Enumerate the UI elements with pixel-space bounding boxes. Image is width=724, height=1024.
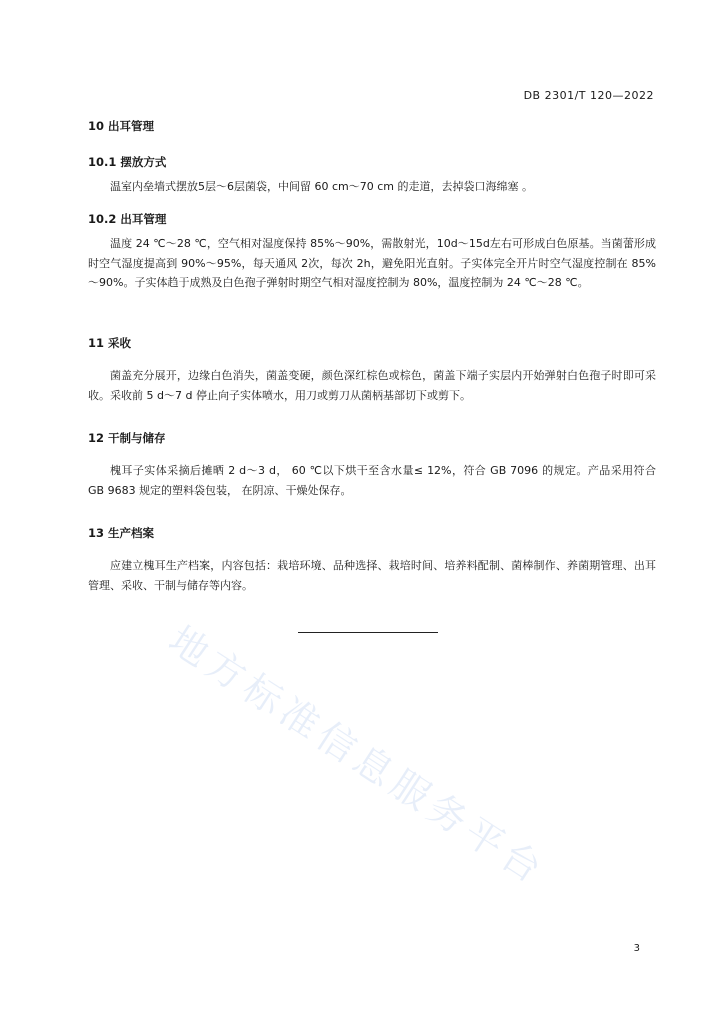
section-10-2-title: 10.2 出耳管理 (88, 212, 167, 226)
section-11 (88, 335, 658, 405)
watermark: 地方标准信息服务平台 (161, 617, 555, 895)
section-10-2-text: 温度 24 ℃～28 ℃，空气相对湿度保持 85%～90%，需散射光，10d～15d左右可形成白色原基。当菌蕾形成时空气湿度提高到 90%～95%，每天通风 2次，每次 2h，避免阳光直射。子实体完全开片时空气湿度控制在 85%～90%。子实体趋于成熟及白色孢子弹射时期空气相对湿度控制为 80%，温度控制为 24 ℃～28 ℃。 (88, 237, 656, 289)
section-10-1-title: 10.1 摆放方式 (88, 155, 167, 169)
document-code: DB 2301/T 120—2022 (523, 89, 654, 102)
section-10-1-text: 温室内垒墙式摆放5层～6层菌袋，中间留 60 cm～70 cm 的走道，去掉袋口海绵塞 。 (110, 180, 533, 193)
section-11-title: 11 采收 (88, 336, 132, 350)
section-13-title: 13 生产档案 (88, 526, 155, 540)
section-10-2 (88, 211, 658, 293)
section-13 (88, 525, 658, 595)
end-rule (298, 632, 438, 633)
section-11-text: 菌盖充分展开，边缘白色消失，菌盖变硬，颜色深红棕色或棕色，菌盖下端子实层内开始弹射白色孢子时即可采收。采收前 5 d～7 d 停止向子实体喷水，用刀或剪刀从菌柄基部切下或剪下。 (88, 369, 656, 402)
section-12-title: 12 干制与储存 (88, 431, 166, 445)
section-12-text: 槐耳子实体采摘后摊晒 2 d～3 d， 60 ℃以下烘干至含水量≤ 12%，符合 GB 7096 的规定。产品采用符合 GB 9683 规定的塑料袋包装， 在阴凉、干燥处保存。 (88, 464, 656, 497)
section-10-1 (88, 154, 658, 197)
page-number: 3 (633, 943, 640, 954)
section-13-text: 应建立槐耳生产档案，内容包括：栽培环境、品种选择、栽培时间、培养料配制、菌棒制作、养菌期管理、出耳管理、采收、干制与储存等内容。 (88, 559, 656, 592)
section-10-title: 10 出耳管理 (88, 119, 155, 133)
section-10-heading (88, 118, 658, 134)
section-12 (88, 430, 658, 500)
